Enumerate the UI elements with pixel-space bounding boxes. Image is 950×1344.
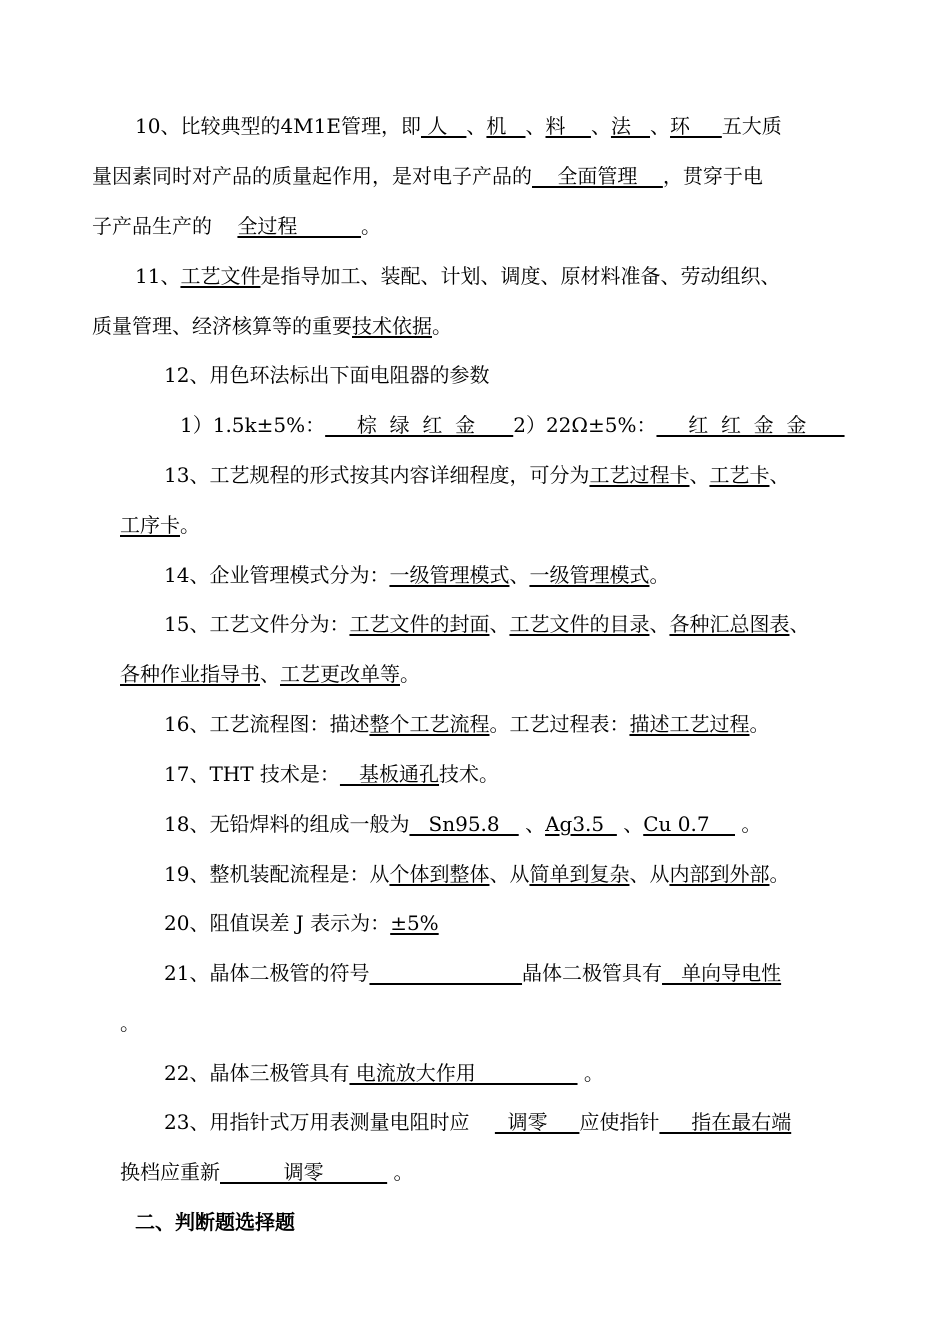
separator: 、	[769, 463, 790, 487]
separator: 、从	[489, 862, 530, 886]
q11-answer-2: 技术依据	[352, 314, 432, 338]
q11-text: 质量管理、经济核算等的重要	[92, 314, 352, 338]
q10-text: ，贯穿于电	[662, 164, 763, 188]
q12-answer-2: 红 红 金 金	[656, 413, 845, 437]
q23-text: 换档应重新	[120, 1160, 220, 1184]
q21-answer-blank	[369, 961, 522, 985]
q10-text: 子产品生产的	[92, 214, 238, 238]
q17-text: 17、THT 技术是：	[164, 762, 340, 786]
q17-line	[164, 760, 499, 788]
q11-line2	[92, 312, 452, 340]
q11-answer-1: 工艺文件	[180, 264, 261, 288]
q23-answer-1: 调零	[494, 1110, 580, 1134]
separator: 、	[518, 812, 546, 836]
q21-line1	[164, 959, 781, 987]
q18-line	[164, 810, 761, 838]
q23-line2	[120, 1158, 414, 1186]
q10-line1	[135, 112, 782, 140]
q22-text: 。	[577, 1061, 604, 1085]
q15-text: 。	[400, 662, 420, 686]
q10-answer-quanguocheng: 全过程	[237, 214, 362, 238]
q22-text: 22、晶体三极管具有	[164, 1061, 350, 1085]
q21-text: 。	[120, 1011, 140, 1035]
q15-answer-1: 工艺文件的封面	[349, 612, 490, 636]
q19-text: 19、整机装配流程是：从	[164, 862, 390, 886]
q15-answer-4: 各种作业指导书	[120, 662, 260, 686]
q12-answer-1: 棕 绿 红 金	[325, 413, 514, 437]
q21-answer: 单向导电性	[662, 961, 782, 985]
separator: 、	[260, 662, 280, 686]
q14-text: 。	[649, 563, 670, 587]
separator: 、	[466, 114, 487, 138]
separator: 、	[509, 563, 530, 587]
q18-answer-ag: Ag3.5	[545, 812, 617, 836]
q14-line	[164, 561, 669, 589]
separator: 、	[525, 114, 546, 138]
q12-text: 1）1.5k±5%：	[180, 413, 326, 437]
q10-text: 量因素同时对产品的质量起作用，是对电子产品的	[92, 164, 532, 188]
q21-line2	[120, 1009, 140, 1037]
q16-text: 16、工艺流程图：描述	[164, 712, 370, 736]
separator: 、	[650, 114, 671, 138]
q15-answer-5: 工艺更改单等	[280, 662, 400, 686]
q23-answer-3: 调零	[220, 1160, 388, 1184]
q17-answer: 基板通孔	[339, 762, 440, 786]
separator: 、	[590, 114, 611, 138]
q16-line	[164, 710, 769, 738]
q23-text: 23、用指针式万用表测量电阻时应	[164, 1110, 495, 1134]
q14-answer-2: 一级管理模式	[529, 563, 650, 587]
q22-line	[164, 1059, 604, 1087]
q15-line1	[164, 610, 809, 638]
q21-text: 晶体二极管具有	[522, 961, 663, 985]
q13-answer-2: 工艺卡	[709, 463, 770, 487]
q10-answer-fa: 法	[610, 114, 651, 138]
q18-text: 18、无铅焊料的组成一般为	[164, 812, 410, 836]
q16-answer-2: 描述工艺过程	[629, 712, 750, 736]
q10-answer-quanmian: 全面管理	[532, 164, 663, 188]
q15-answer-3: 各种汇总图表	[669, 612, 790, 636]
q20-line	[164, 909, 439, 937]
q11-text: 是指导加工、装配、计划、调度、原材料准备、劳动组织、	[260, 264, 781, 288]
q12-line2	[180, 411, 845, 439]
q23-answer-2: 指在最右端	[659, 1110, 792, 1134]
separator: 、	[616, 812, 644, 836]
separator: 、	[649, 612, 670, 636]
q10-text: 10、比较典型的4M1E管理，即	[135, 114, 421, 138]
q11-line1	[135, 262, 780, 290]
q11-text: 11、	[135, 264, 181, 288]
q13-line2	[120, 511, 200, 539]
q16-text: 。工艺过程表：	[489, 712, 630, 736]
q13-text: 。	[180, 513, 200, 537]
q10-answer-ji: 机	[486, 114, 526, 138]
q13-text: 13、工艺规程的形式按其内容详细程度，可分为	[164, 463, 590, 487]
q20-text: 20、阻值误差 J 表示为：	[164, 911, 391, 935]
section-heading: 二、判断题选择题	[135, 1210, 295, 1234]
q13-answer-1: 工艺过程卡	[589, 463, 690, 487]
q10-answer-liao: 料	[545, 114, 591, 138]
separator: 、	[689, 463, 710, 487]
q14-answer-1: 一级管理模式	[389, 563, 510, 587]
q10-text: 五大质	[721, 114, 782, 138]
q19-line	[164, 860, 789, 888]
q20-answer: ±5%	[390, 911, 439, 935]
q11-text: 。	[432, 314, 452, 338]
q12-text: 12、用色环法标出下面电阻器的参数	[164, 363, 490, 387]
q12-text: 2）22Ω±5%：	[513, 413, 657, 437]
q18-answer-cu: Cu 0.7	[643, 812, 735, 836]
q15-line2	[120, 660, 420, 688]
q23-line1	[164, 1108, 791, 1136]
q13-line1	[164, 461, 789, 489]
q10-line2	[92, 162, 763, 190]
q10-answer-ren: 人	[420, 114, 467, 138]
q16-answer-1: 整个工艺流程	[369, 712, 490, 736]
q10-line3	[92, 212, 381, 240]
q23-text: 。	[387, 1160, 414, 1184]
q19-answer-2: 简单到复杂	[529, 862, 630, 886]
q23-text: 应使指针	[579, 1110, 660, 1134]
q19-answer-1: 个体到整体	[389, 862, 490, 886]
q19-text: 。	[769, 862, 790, 886]
q22-answer: 电流放大作用	[349, 1061, 578, 1085]
q16-text: 。	[749, 712, 770, 736]
q21-text: 21、晶体二极管的符号	[164, 961, 370, 985]
q12-line1	[164, 361, 489, 389]
q18-text: 。	[735, 812, 762, 836]
q14-text: 14、企业管理模式分为：	[164, 563, 390, 587]
separator: 、从	[629, 862, 670, 886]
q13-answer-3: 工序卡	[120, 513, 180, 537]
q10-text: 。	[361, 214, 382, 238]
q19-answer-3: 内部到外部	[669, 862, 770, 886]
q15-text: 15、工艺文件分为：	[164, 612, 350, 636]
q10-answer-huan: 环	[670, 114, 722, 138]
separator: 、	[789, 612, 810, 636]
q15-answer-2: 工艺文件的目录	[509, 612, 650, 636]
separator: 、	[489, 612, 510, 636]
q17-text: 技术。	[439, 762, 500, 786]
q18-answer-sn: Sn95.8	[409, 812, 519, 836]
